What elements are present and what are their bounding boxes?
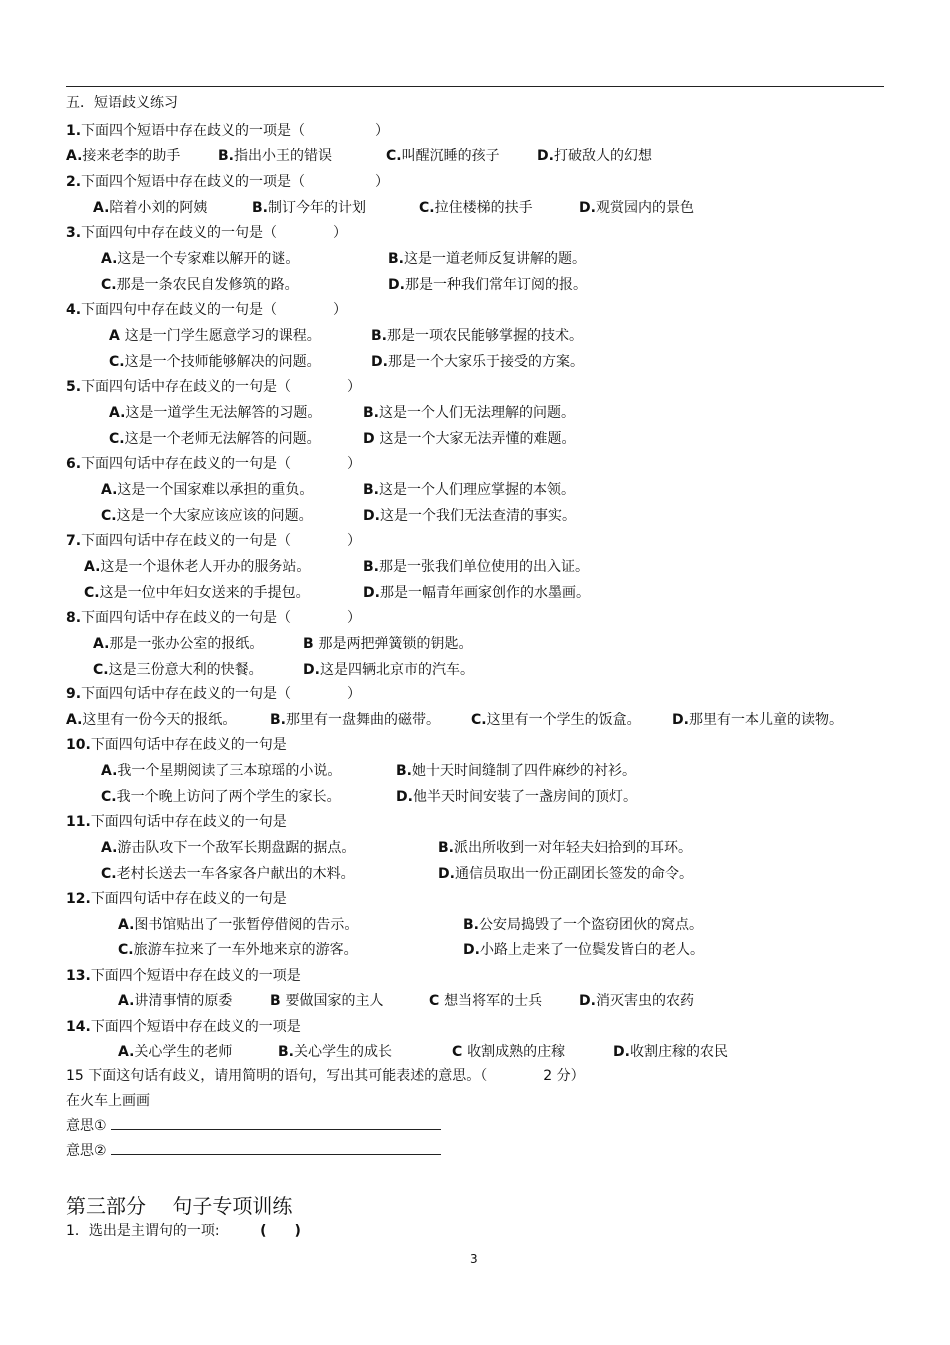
answer-option[interactable] (118, 992, 232, 1010)
option-text: 他半天时间安装了一盏房间的顶灯。 (412, 789, 637, 805)
option-letter: D. (438, 866, 455, 882)
question-text: 下面四句中存在歧义的一句是（ ） (81, 225, 348, 241)
answer-option[interactable] (93, 661, 263, 679)
option-text: 她十天时间缝制了四件麻纱的衬衫。 (412, 763, 636, 779)
option-letter: B. (396, 763, 412, 779)
meaning-2-label: 意思② (66, 1143, 107, 1159)
answer-option[interactable] (579, 199, 694, 217)
answer-option[interactable] (118, 1043, 232, 1061)
option-text: 想当将军的士兵 (444, 993, 543, 1009)
part3-heading: 第三部分 句子专项训练 (66, 1194, 293, 1218)
option-text: 通信员取出一份正副团长签发的命令。 (454, 866, 693, 882)
answer-option[interactable] (303, 635, 473, 653)
option-letter: B. (371, 328, 387, 344)
question-number: 8. (66, 610, 82, 626)
option-letter: B. (438, 840, 454, 856)
answer-option[interactable] (278, 1043, 392, 1061)
option-letter: A. (101, 763, 118, 779)
option-text: 那是两把弹簧锁的钥匙。 (318, 636, 473, 652)
option-text: 收割庄稼的农民 (629, 1044, 728, 1060)
answer-option[interactable] (109, 327, 321, 345)
question-stem (66, 890, 287, 908)
answer-option[interactable] (363, 558, 589, 576)
option-text: 那是一个大家乐于接受的方案。 (387, 354, 584, 370)
answer-option[interactable] (93, 635, 263, 653)
option-text: 这是一个人们理应掌握的本领。 (379, 482, 575, 498)
answer-option[interactable] (118, 941, 358, 959)
part3-q1 (66, 1222, 301, 1240)
option-letter: B. (252, 200, 268, 216)
answer-option[interactable] (438, 865, 693, 883)
option-letter: A. (66, 148, 83, 164)
option-letter: A. (118, 1044, 135, 1060)
answer-option[interactable] (613, 1043, 728, 1061)
answer-option[interactable] (84, 584, 310, 602)
option-text: 这是一个老师无法解答的问题。 (124, 431, 321, 447)
option-letter: C. (109, 431, 125, 447)
option-letter: B (303, 636, 319, 652)
page-number: 3 (470, 1252, 478, 1266)
option-letter: C. (84, 585, 100, 601)
option-text: 这是一个大家应该应该的问题。 (116, 508, 313, 524)
option-letter: C. (101, 789, 117, 805)
answer-option[interactable] (471, 711, 641, 729)
option-letter: B. (363, 559, 379, 575)
answer-blank-1[interactable] (111, 1117, 441, 1130)
answer-option[interactable] (452, 1043, 565, 1061)
option-text: 我一个晚上访问了两个学生的家长。 (116, 789, 341, 805)
question-text: 下面四句话中存在歧义的一句是（ ） (81, 379, 362, 395)
option-text: 讲清事情的原委 (134, 993, 233, 1009)
question-stem (66, 1018, 301, 1036)
question-number: 6. (66, 456, 82, 472)
option-letter: A. (118, 917, 135, 933)
option-text: 我一个星期阅读了三本琼瑶的小说。 (117, 763, 342, 779)
answer-option[interactable] (363, 430, 576, 448)
option-letter: D. (371, 354, 388, 370)
option-letter: C. (386, 148, 402, 164)
question-number: 4. (66, 302, 82, 318)
option-text: 陪着小刘的阿姨 (109, 200, 208, 216)
option-text: 要做国家的主人 (285, 993, 384, 1009)
answer-option[interactable] (118, 916, 358, 934)
question-text: 下面四句话中存在歧义的一句是（ ） (81, 533, 362, 549)
option-letter: C (452, 1044, 468, 1060)
option-letter: B. (363, 482, 379, 498)
answer-option[interactable] (270, 711, 440, 729)
option-letter: C (429, 993, 445, 1009)
answer-option[interactable] (66, 711, 236, 729)
answer-option[interactable] (537, 147, 652, 165)
question-stem (66, 609, 361, 627)
option-text: 制订今年的计划 (268, 200, 366, 216)
question-stem (66, 967, 301, 985)
option-text: 打破敌人的幻想 (553, 148, 652, 164)
question-number: 2. (66, 174, 82, 190)
answer-option[interactable] (101, 481, 313, 499)
answer-option[interactable] (419, 199, 533, 217)
option-letter: D. (579, 993, 596, 1009)
question-number: 12. (66, 891, 91, 907)
option-letter: B. (278, 1044, 294, 1060)
option-text: 旅游车拉来了一车外地来京的游客。 (133, 942, 358, 958)
question-number: 5. (66, 379, 82, 395)
answer-option[interactable] (396, 762, 636, 780)
option-letter: D. (463, 942, 480, 958)
option-text: 拉住楼梯的扶手 (434, 200, 533, 216)
option-letter: D. (303, 662, 320, 678)
part3-q1-paren: ( ) (260, 1223, 301, 1239)
question-number: 1. (66, 123, 82, 139)
option-text: 这是一个大家无法弄懂的难题。 (379, 431, 576, 447)
option-text: 老村长送去一车各家各户献出的木料。 (116, 866, 355, 882)
option-text: 这是一门学生愿意学习的课程。 (124, 328, 321, 344)
question-text: 下面四个短语中存在歧义的一项是 (90, 968, 301, 984)
question-text: 下面四句话中存在歧义的一句是（ ） (81, 686, 362, 702)
option-text: 关心学生的成长 (294, 1044, 392, 1060)
option-text: 图书馆贴出了一张暂停借阅的告示。 (134, 917, 359, 933)
option-letter: A. (118, 993, 135, 1009)
option-letter: C. (471, 712, 487, 728)
answer-option[interactable] (429, 992, 542, 1010)
answer-option[interactable] (371, 327, 583, 345)
answer-option[interactable] (218, 147, 332, 165)
answer-option[interactable] (463, 941, 704, 959)
answer-option[interactable] (463, 916, 703, 934)
option-letter: C. (93, 662, 109, 678)
option-text: 指出小王的错误 (234, 148, 332, 164)
option-letter: D. (363, 585, 380, 601)
option-letter: B. (463, 917, 479, 933)
question-text: 下面四句话中存在歧义的一句是 (90, 814, 287, 830)
option-letter: C. (101, 508, 117, 524)
answer-option[interactable] (270, 992, 384, 1010)
question-number: 3. (66, 225, 82, 241)
answer-option[interactable] (363, 507, 576, 525)
option-letter: A. (101, 482, 118, 498)
option-text: 消灭害虫的农药 (595, 993, 694, 1009)
answer-option[interactable] (363, 404, 575, 422)
option-letter: C. (101, 866, 117, 882)
option-text: 那是一张办公室的报纸。 (109, 636, 264, 652)
question-stem (66, 378, 361, 396)
option-letter: D. (672, 712, 689, 728)
option-text: 这里有一个学生的饭盒。 (486, 712, 641, 728)
option-text: 这是四辆北京市的汽车。 (319, 662, 474, 678)
answer-option[interactable] (109, 353, 321, 371)
answer-option[interactable] (388, 276, 587, 294)
answer-option[interactable] (386, 147, 500, 165)
answer-option[interactable] (579, 992, 694, 1010)
answer-option[interactable] (252, 199, 366, 217)
answer-option[interactable] (101, 788, 341, 806)
option-text: 那是一张我们单位使用的出入证。 (379, 559, 589, 575)
question-number: 9. (66, 686, 82, 702)
part3-q1-stem: 1．选出是主谓句的一项: (66, 1223, 220, 1239)
option-text: 这是一位中年妇女送来的手提包。 (99, 585, 310, 601)
question-text: 下面四个短语中存在歧义的一项是（ ） (81, 174, 390, 190)
option-text: 这是一道老师反复讲解的题。 (404, 251, 586, 267)
answer-option[interactable] (66, 147, 180, 165)
option-letter: A. (84, 559, 101, 575)
question-text: 下面四句话中存在歧义的一句是 (90, 891, 287, 907)
option-text: 那里有一本儿童的读物。 (688, 712, 843, 728)
answer-option[interactable] (363, 584, 590, 602)
answer-option[interactable] (303, 661, 474, 679)
question-number: 14. (66, 1019, 91, 1035)
option-letter: D. (388, 277, 405, 293)
option-letter: A. (93, 200, 110, 216)
option-text: 这是一道学生无法解答的习题。 (125, 405, 322, 421)
answer-option[interactable] (438, 839, 692, 857)
option-letter: C. (419, 200, 435, 216)
answer-option[interactable] (109, 430, 321, 448)
option-letter: C. (101, 277, 117, 293)
option-letter: C. (118, 942, 134, 958)
question-stem (66, 532, 361, 550)
option-text: 收割成熟的庄稼 (467, 1044, 566, 1060)
question-number: 11. (66, 814, 91, 830)
option-letter: B. (388, 251, 404, 267)
answer-option[interactable] (101, 507, 313, 525)
option-letter: A. (93, 636, 110, 652)
answer-option[interactable] (109, 404, 321, 422)
question-stem (66, 301, 347, 319)
option-text: 公安局捣毁了一个盗窃团伙的窝点。 (479, 917, 703, 933)
answer-option[interactable] (371, 353, 584, 371)
answer-blank-2[interactable] (111, 1142, 441, 1155)
option-letter: A. (66, 712, 83, 728)
question-text: 下面四个短语中存在歧义的一项是 (90, 1019, 301, 1035)
option-letter: A. (101, 840, 118, 856)
option-text: 这是一个我们无法查清的事实。 (379, 508, 576, 524)
option-text: 游击队攻下一个敌军长期盘踞的据点。 (117, 840, 356, 856)
q15-meaning-1 (66, 1117, 441, 1135)
answer-option[interactable] (93, 199, 207, 217)
answer-option[interactable] (396, 788, 637, 806)
question-stem (66, 122, 389, 140)
option-text: 这是三份意大利的快餐。 (108, 662, 263, 678)
option-text: 那是一条农民自发修筑的路。 (116, 277, 299, 293)
option-text: 那里有一盘舞曲的磁带。 (286, 712, 440, 728)
question-stem (66, 455, 361, 473)
option-letter: A (109, 328, 125, 344)
answer-option[interactable] (672, 711, 843, 729)
option-text: 这是一个专家难以解开的谜。 (117, 251, 300, 267)
option-letter: B. (270, 712, 286, 728)
option-text: 这是一个国家难以承担的重负。 (117, 482, 314, 498)
option-text: 这里有一份今天的报纸。 (82, 712, 237, 728)
option-letter: D. (613, 1044, 630, 1060)
question-stem (66, 685, 361, 703)
header-rule (66, 86, 884, 87)
question-text: 下面四句话中存在歧义的一句是 (90, 737, 287, 753)
answer-option[interactable] (101, 865, 355, 883)
option-text: 小路上走来了一位鬓发皆白的老人。 (479, 942, 704, 958)
option-letter: D. (537, 148, 554, 164)
question-stem (66, 224, 347, 242)
option-letter: D. (579, 200, 596, 216)
option-text: 观赏园内的景色 (595, 200, 694, 216)
option-letter: A. (101, 251, 118, 267)
option-text: 这是一个退休老人开办的服务站。 (100, 559, 311, 575)
option-letter: D (363, 431, 380, 447)
section-title: 五．短语歧义练习 (66, 95, 178, 111)
option-letter: D. (396, 789, 413, 805)
option-text: 关心学生的老师 (134, 1044, 233, 1060)
q15-stem: 15 下面这句话有歧义，请用简明的语句，写出其可能表述的意思。（ 2 分） (66, 1068, 585, 1084)
option-letter: B. (218, 148, 234, 164)
q15-meaning-2 (66, 1142, 441, 1160)
option-letter: B (270, 993, 286, 1009)
question-number: 13. (66, 968, 91, 984)
meaning-1-label: 意思① (66, 1118, 107, 1134)
question-text: 下面四句话中存在歧义的一句是（ ） (81, 610, 362, 626)
answer-option[interactable] (363, 481, 575, 499)
answer-option[interactable] (84, 558, 310, 576)
option-letter: C. (109, 354, 125, 370)
q15-sentence: 在火车上画画 (66, 1093, 150, 1109)
option-text: 那是一项农民能够掌握的技术。 (387, 328, 583, 344)
option-text: 那是一种我们常年订阅的报。 (404, 277, 587, 293)
question-number: 10. (66, 737, 91, 753)
question-stem (66, 736, 287, 754)
option-text: 那是一幅青年画家创作的水墨画。 (379, 585, 590, 601)
option-letter: A. (109, 405, 126, 421)
option-letter: D. (363, 508, 380, 524)
question-text: 下面四个短语中存在歧义的一项是（ ） (81, 123, 390, 139)
question-number: 7. (66, 533, 82, 549)
option-text: 接来老李的助手 (82, 148, 181, 164)
option-text: 派出所收到一对年轻夫妇拾到的耳环。 (454, 840, 692, 856)
answer-option[interactable] (388, 250, 586, 268)
answer-option[interactable] (101, 762, 341, 780)
question-stem (66, 173, 389, 191)
answer-option[interactable] (101, 276, 299, 294)
option-text: 这是一个人们无法理解的问题。 (379, 405, 575, 421)
option-letter: B. (363, 405, 379, 421)
question-text: 下面四句中存在歧义的一句是（ ） (81, 302, 348, 318)
answer-option[interactable] (101, 250, 299, 268)
option-text: 这是一个技师能够解决的问题。 (124, 354, 321, 370)
option-text: 叫醒沉睡的孩子 (401, 148, 500, 164)
question-text: 下面四句话中存在歧义的一句是（ ） (81, 456, 362, 472)
answer-option[interactable] (101, 839, 355, 857)
question-stem (66, 813, 287, 831)
